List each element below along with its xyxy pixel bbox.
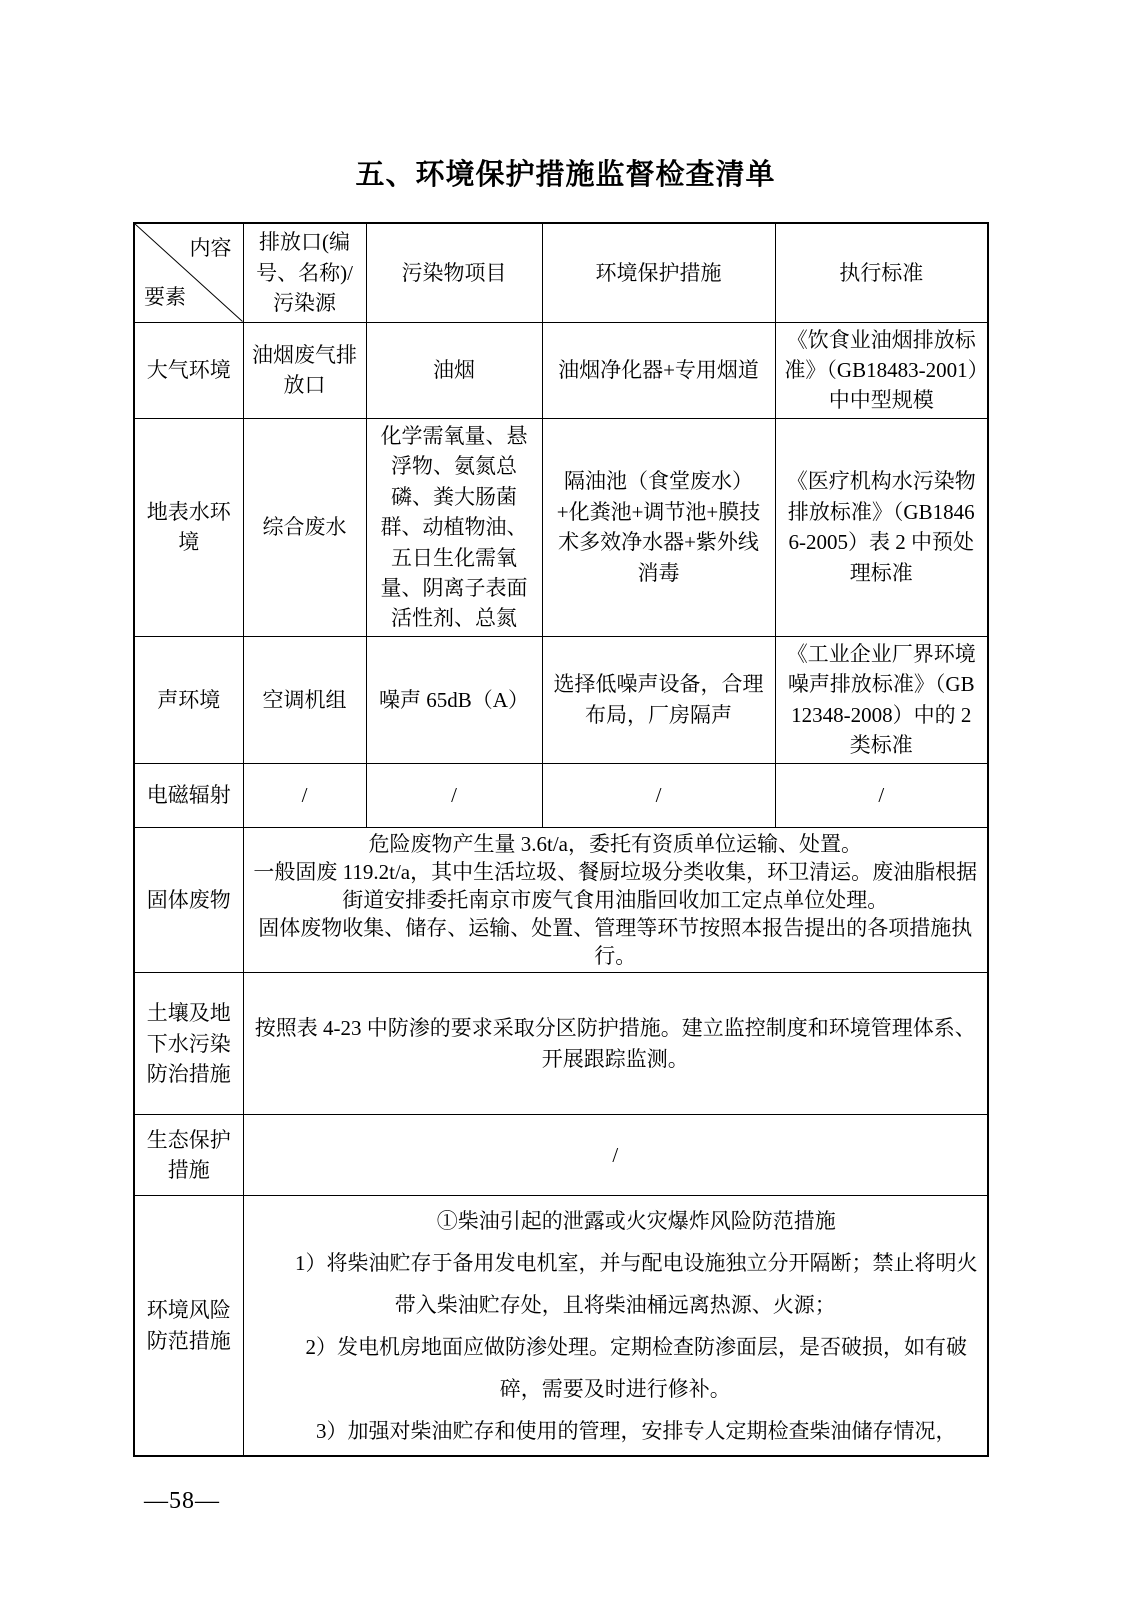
row-label-surface-water: 地表水环境	[134, 418, 243, 636]
cell-air-standard: 《饮食业油烟排放标准》（GB18483-2001）中中型规模	[775, 322, 988, 418]
header-row	[134, 223, 988, 322]
table-row-air	[134, 322, 988, 418]
paragraph: 固体废物收集、储存、运输、处置、管理等环节按照本报告提出的各项措施执行。	[258, 916, 973, 969]
table-row-noise	[134, 636, 988, 763]
corner-label-content: 内容	[189, 236, 232, 260]
checklist-table	[133, 222, 989, 1457]
cell-solid-waste-text	[243, 827, 988, 973]
cell-air-outlet: 油烟废气排放口	[243, 322, 366, 418]
col-header-measure: 环境保护措施	[542, 223, 775, 322]
cell-emf-standard: /	[775, 763, 988, 827]
page-number: —58—	[144, 1488, 220, 1514]
paragraph: 1）将柴油贮存于备用发电机室，并与配电设施独立分开隔断；禁止将明火带入柴油贮存处，且将柴油桶远离热源、火源；	[295, 1250, 978, 1317]
paragraph: 3）加强对柴油贮存和使用的管理，安排专人定期检查柴油储存情况，	[316, 1418, 957, 1443]
paragraph: 2）发电机房地面应做防渗处理。定期检查防渗面层，是否破损，如有破碎，需要及时进行修补。	[305, 1334, 967, 1401]
row-label-emf: 电磁辐射	[134, 763, 243, 827]
cell-air-measure: 油烟净化器+专用烟道	[542, 322, 775, 418]
row-label-soil-groundwater: 土壤及地下水污染防治措施	[134, 973, 243, 1115]
table-row-emf	[134, 763, 988, 827]
table-row-soil-groundwater	[134, 973, 988, 1115]
cell-soil-groundwater-text: 按照表 4-23 中防渗的要求采取分区防护措施。建立监控制度和环境管理体系、开展跟踪监测。	[243, 973, 988, 1115]
corner-header-cell	[134, 223, 243, 322]
row-label-noise: 声环境	[134, 636, 243, 763]
cell-surface-water-pollutant: 化学需氧量、悬浮物、氨氮总磷、粪大肠菌群、动植物油、五日生化需氧量、阴离子表面活性剂、总氮	[366, 418, 542, 636]
cell-noise-standard: 《工业企业厂界环境噪声排放标准》（GB12348-2008）中的 2 类标准	[775, 636, 988, 763]
table-row-ecology	[134, 1115, 988, 1196]
cell-air-pollutant: 油烟	[366, 322, 542, 418]
col-header-outlet: 排放口(编号、名称)/污染源	[243, 223, 366, 322]
cell-emf-measure: /	[542, 763, 775, 827]
cell-noise-measure: 选择低噪声设备，合理布局，厂房隔声	[542, 636, 775, 763]
row-label-air: 大气环境	[134, 322, 243, 418]
cell-noise-outlet: 空调机组	[243, 636, 366, 763]
cell-emf-outlet: /	[243, 763, 366, 827]
page-title: 五、环境保护措施监督检查清单	[355, 159, 776, 191]
cell-surface-water-measure: 隔油池（食堂废水）+化粪池+调节池+膜技术多效净水器+紫外线消毒	[542, 418, 775, 636]
corner-label-element: 要素	[144, 285, 186, 310]
cell-surface-water-outlet: 综合废水	[243, 418, 366, 636]
cell-ecology-text: /	[243, 1115, 988, 1196]
row-label-ecology: 生态保护措施	[134, 1115, 243, 1196]
table-row-risk	[134, 1196, 988, 1456]
row-label-risk: 环境风险防范措施	[134, 1196, 243, 1456]
table-row-surface-water	[134, 418, 988, 636]
paragraph: 一般固废 119.2t/a，其中生活垃圾、餐厨垃圾分类收集，环卫清运。废油脂根据街道安排委托南京市废气食用油脂回收加工定点单位处理。	[253, 859, 978, 912]
row-label-solid-waste: 固体废物	[134, 827, 243, 973]
paragraph: 危险废物产生量 3.6t/a，委托有资质单位运输、处置。	[368, 831, 862, 856]
cell-emf-pollutant: /	[366, 763, 542, 827]
col-header-pollutant: 污染物项目	[366, 223, 542, 322]
cell-noise-pollutant: 噪声 65dB（A）	[366, 636, 542, 763]
cell-risk-text	[243, 1196, 988, 1456]
cell-surface-water-standard: 《医疗机构水污染物排放标准》（GB18466-2005）表 2 中预处理标准	[775, 418, 988, 636]
table-row-solid-waste	[134, 827, 988, 973]
col-header-standard: 执行标准	[775, 223, 988, 322]
paragraph: ①柴油引起的泄露或火灾爆炸风险防范措施	[436, 1208, 836, 1233]
